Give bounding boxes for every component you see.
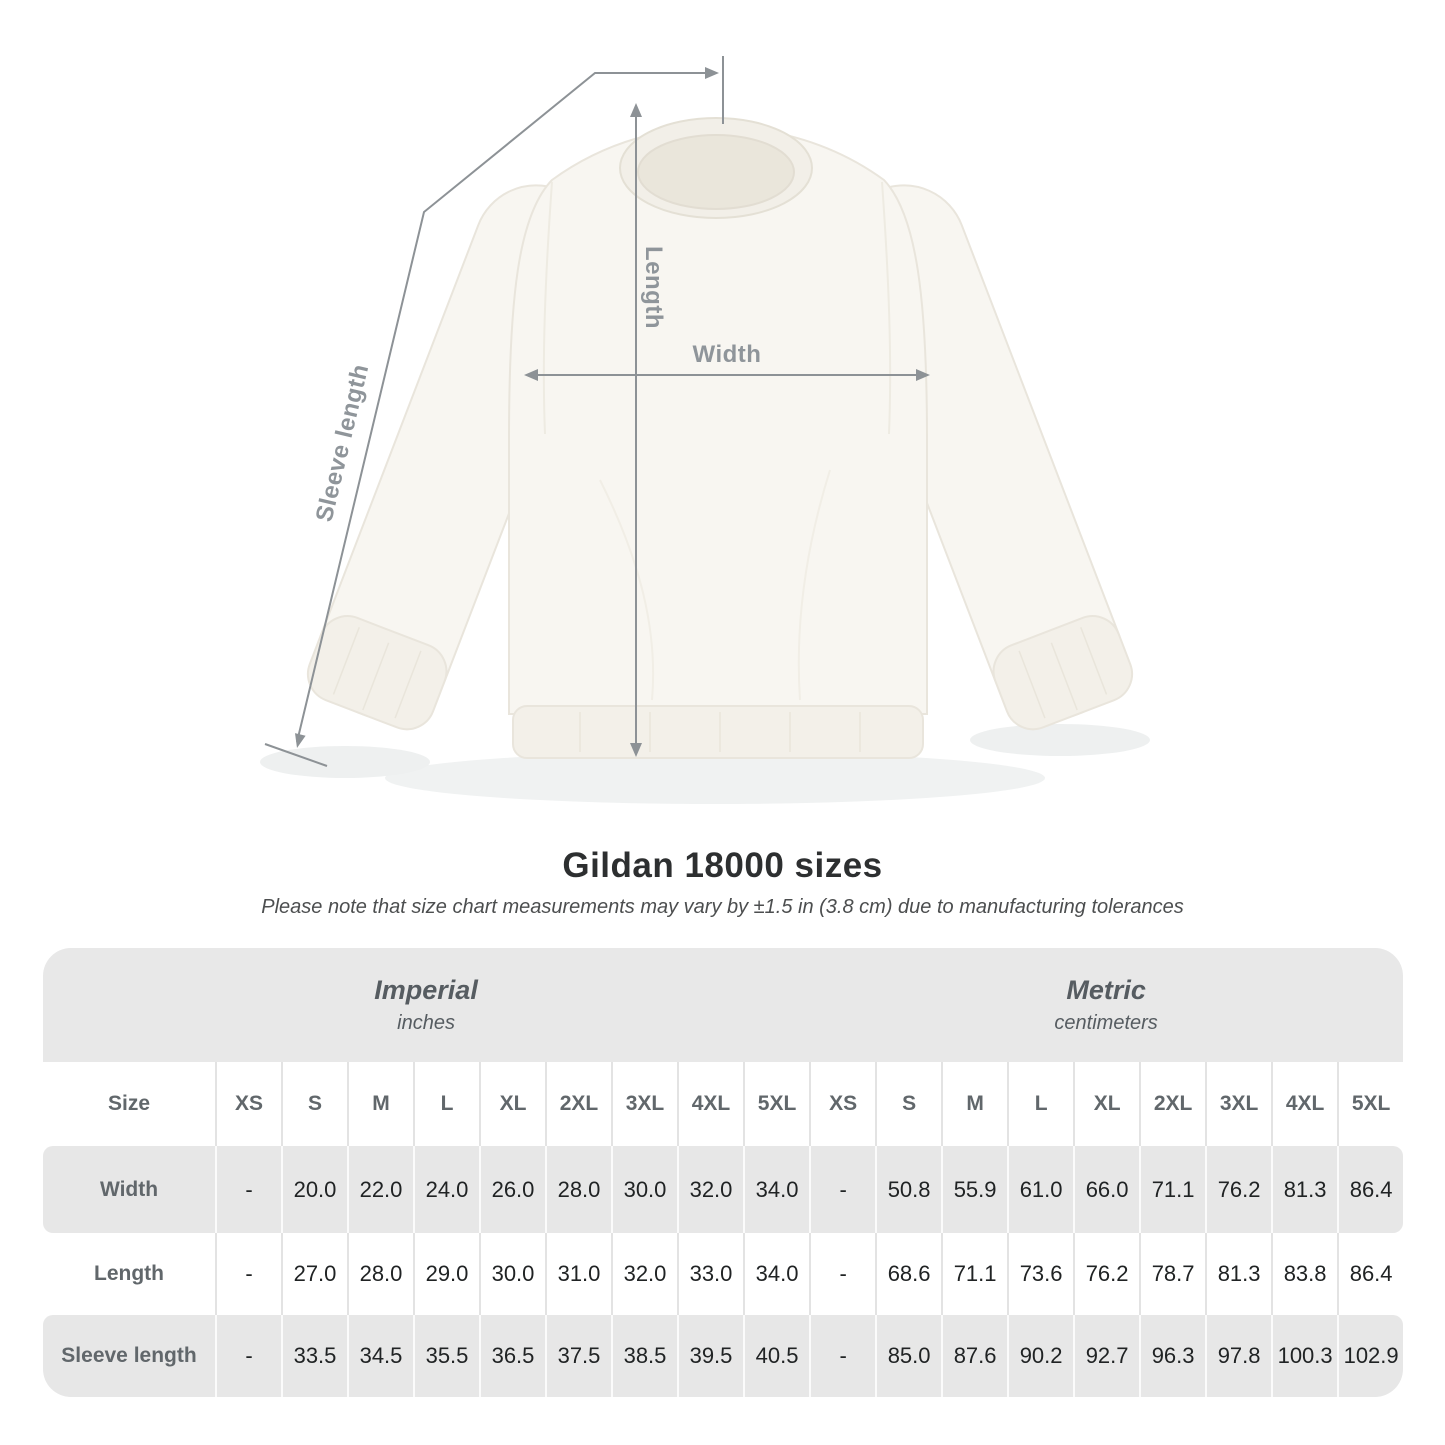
value-cell: 35.5 xyxy=(413,1315,479,1397)
value-cell: 33.0 xyxy=(677,1233,743,1315)
sleeve-dimension-label: Sleeve length xyxy=(310,361,375,525)
value-cell: 73.6 xyxy=(1007,1233,1073,1315)
value-cell: 55.9 xyxy=(941,1146,1007,1233)
value-cell: 96.3 xyxy=(1139,1315,1205,1397)
size-header-row xyxy=(43,1062,1403,1146)
value-cell: 28.0 xyxy=(347,1233,413,1315)
value-cell: 40.5 xyxy=(743,1315,809,1397)
value-cell: 20.0 xyxy=(281,1146,347,1233)
value-cell: 30.0 xyxy=(611,1146,677,1233)
value-cell: 83.8 xyxy=(1271,1233,1337,1315)
page-title: Gildan 18000 sizes xyxy=(562,846,883,885)
size-header-cell: 5XL xyxy=(743,1062,809,1146)
value-cell: - xyxy=(215,1315,281,1397)
size-column-label: Size xyxy=(43,1062,215,1146)
unit-header-row xyxy=(43,948,1403,1062)
value-cell: 34.0 xyxy=(743,1233,809,1315)
value-cell: 92.7 xyxy=(1073,1315,1139,1397)
size-header-cell: M xyxy=(941,1062,1007,1146)
length-row xyxy=(43,1233,1403,1315)
value-cell: 102.9 xyxy=(1337,1315,1403,1397)
arrow-down-icon xyxy=(295,733,306,748)
size-header-cell: 2XL xyxy=(545,1062,611,1146)
value-cell: 87.6 xyxy=(941,1315,1007,1397)
value-cell: 34.0 xyxy=(743,1146,809,1233)
value-cell: 97.8 xyxy=(1205,1315,1271,1397)
value-cell: 28.0 xyxy=(545,1146,611,1233)
value-cell: 100.3 xyxy=(1271,1315,1337,1397)
metric-title: Metric xyxy=(1066,975,1146,1005)
value-cell: - xyxy=(809,1233,875,1315)
size-header-cell: 2XL xyxy=(1139,1062,1205,1146)
value-cell: 27.0 xyxy=(281,1233,347,1315)
value-cell: - xyxy=(809,1146,875,1233)
tolerance-note: Please note that size chart measurements may vary by ±1.5 in (3.8 cm) due to manufacturing tolerances xyxy=(261,896,1184,918)
imperial-section-header xyxy=(43,948,809,1062)
value-cell: 32.0 xyxy=(611,1233,677,1315)
size-header-cell: 5XL xyxy=(1337,1062,1403,1146)
value-cell: 71.1 xyxy=(941,1233,1007,1315)
width-dimension-label: Width xyxy=(692,341,762,368)
size-header-cell: 4XL xyxy=(1271,1062,1337,1146)
value-cell: 78.7 xyxy=(1139,1233,1205,1315)
size-header-cell: 4XL xyxy=(677,1062,743,1146)
value-cell: 86.4 xyxy=(1337,1146,1403,1233)
value-cell: 30.0 xyxy=(479,1233,545,1315)
arrow-right-icon xyxy=(705,67,719,79)
value-cell: - xyxy=(215,1233,281,1315)
value-cell: 68.6 xyxy=(875,1233,941,1315)
value-cell: 61.0 xyxy=(1007,1146,1073,1233)
value-cell: 26.0 xyxy=(479,1146,545,1233)
size-header-cell: XL xyxy=(479,1062,545,1146)
value-cell: 71.1 xyxy=(1139,1146,1205,1233)
size-header-cell: S xyxy=(281,1062,347,1146)
value-cell: 90.2 xyxy=(1007,1315,1073,1397)
imperial-title: Imperial xyxy=(374,975,478,1005)
value-cell: 81.3 xyxy=(1271,1146,1337,1233)
width-row xyxy=(43,1146,1403,1233)
size-header-cell: S xyxy=(875,1062,941,1146)
imperial-subtitle: inches xyxy=(397,1012,455,1034)
size-chart-card xyxy=(43,948,1403,1397)
size-chart-table xyxy=(43,948,1403,1397)
value-cell: 24.0 xyxy=(413,1146,479,1233)
value-cell: 81.3 xyxy=(1205,1233,1271,1315)
value-cell: 86.4 xyxy=(1337,1233,1403,1315)
value-cell: 36.5 xyxy=(479,1315,545,1397)
size-header-cell: 3XL xyxy=(1205,1062,1271,1146)
sweatshirt-graphic xyxy=(300,118,1140,758)
metric-subtitle: centimeters xyxy=(1054,1012,1158,1034)
size-header-cell: XS xyxy=(215,1062,281,1146)
size-header-cell: XS xyxy=(809,1062,875,1146)
value-cell: 32.0 xyxy=(677,1146,743,1233)
metric-section-header xyxy=(809,948,1403,1062)
value-cell: 22.0 xyxy=(347,1146,413,1233)
value-cell: 37.5 xyxy=(545,1315,611,1397)
row-label: Width xyxy=(43,1146,215,1233)
sleeve-length-row xyxy=(43,1315,1403,1397)
value-cell: - xyxy=(809,1315,875,1397)
length-dimension-label: Length xyxy=(640,246,667,329)
value-cell: 50.8 xyxy=(875,1146,941,1233)
size-header-cell: M xyxy=(347,1062,413,1146)
value-cell: 39.5 xyxy=(677,1315,743,1397)
size-header-cell: L xyxy=(1007,1062,1073,1146)
value-cell: 66.0 xyxy=(1073,1146,1139,1233)
value-cell: 76.2 xyxy=(1073,1233,1139,1315)
size-header-cell: L xyxy=(413,1062,479,1146)
size-header-cell: 3XL xyxy=(611,1062,677,1146)
value-cell: 85.0 xyxy=(875,1315,941,1397)
row-label: Length xyxy=(43,1233,215,1315)
value-cell: 34.5 xyxy=(347,1315,413,1397)
arrow-up-icon xyxy=(630,103,642,117)
value-cell: 31.0 xyxy=(545,1233,611,1315)
row-label: Sleeve length xyxy=(43,1315,215,1397)
value-cell: - xyxy=(215,1146,281,1233)
size-header-cell: XL xyxy=(1073,1062,1139,1146)
value-cell: 76.2 xyxy=(1205,1146,1271,1233)
value-cell: 29.0 xyxy=(413,1233,479,1315)
value-cell: 33.5 xyxy=(281,1315,347,1397)
value-cell: 38.5 xyxy=(611,1315,677,1397)
